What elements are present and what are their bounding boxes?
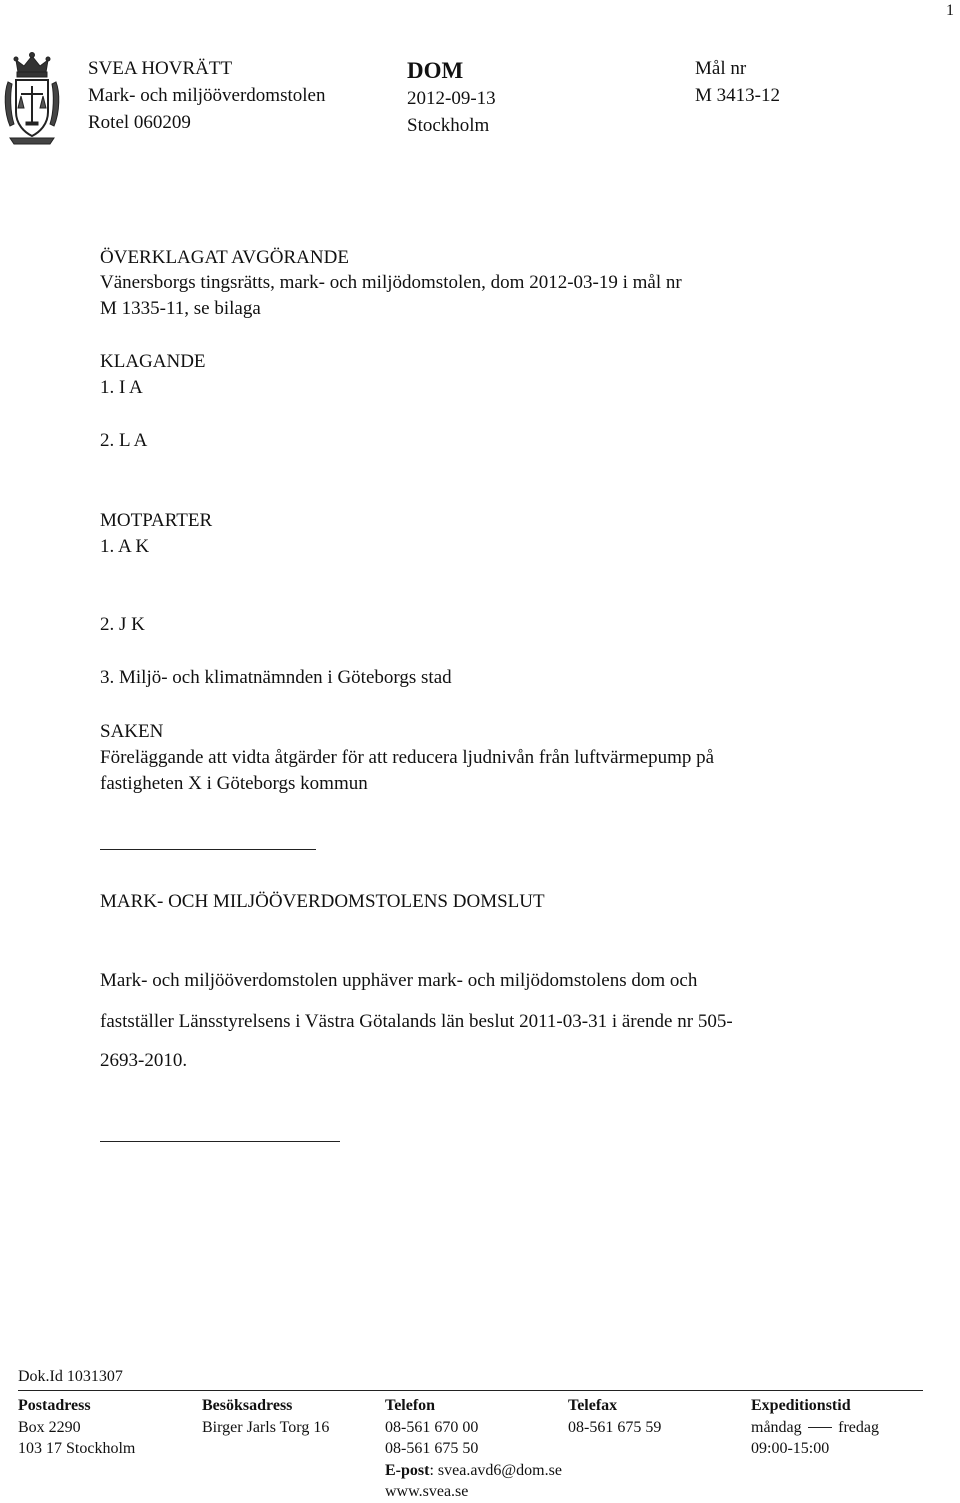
footer-email-value: : svea.avd6@dom.se (429, 1461, 562, 1479)
counterparty-item: 3. Miljö- och klimatnämnden i Göteborgs stad (100, 667, 452, 688)
footer-phone (385, 1395, 562, 1503)
appealed-line: Vänersborgs tingsrätts, mark- och miljödomstolen, dom 2012-03-19 i mål nr (100, 272, 682, 293)
footer-value: 08-561 675 59 (568, 1418, 662, 1436)
footer-heading: Postadress (18, 1397, 91, 1414)
footer-postal-address (18, 1395, 135, 1460)
counterparty-item: 1. A K (100, 536, 150, 557)
footer-heading: Telefon (385, 1397, 436, 1414)
footer-value: Birger Jarls Torg 16 (202, 1418, 330, 1436)
footer-heading: Telefax (568, 1397, 618, 1414)
footer-value: 08-561 670 00 (385, 1418, 479, 1436)
footer-value: 08-561 675 50 (385, 1440, 479, 1457)
footer-days-from: måndag (751, 1418, 802, 1436)
document-type: DOM (407, 58, 464, 83)
ruling-line: Mark- och miljööverdomstolen upphäver mark- och miljödomstolens dom och (100, 970, 698, 991)
footer-email (385, 1460, 562, 1482)
document-place: Stockholm (407, 115, 490, 136)
footer-email-label: E-post (385, 1461, 430, 1479)
ruling-heading: MARK- OCH MILJÖÖVERDOMSTOLENS DOMSLUT (100, 891, 545, 912)
footer-value: 09:00-15:00 (751, 1440, 830, 1457)
appellants-heading: KLAGANDE (100, 351, 206, 372)
matter-line: Föreläggande att vidta åtgärder för att reducera ljudnivån från luftvärmepump på (100, 747, 715, 768)
document-id: Dok.Id 1031307 (18, 1368, 123, 1385)
case-number: M 3413-12 (695, 85, 780, 106)
footer-visiting-address (202, 1395, 329, 1438)
case-number-label: Mål nr (695, 58, 747, 79)
court-name: SVEA HOVRÄTT (88, 58, 233, 79)
footer-value: 103 17 Stockholm (18, 1440, 136, 1457)
footer-days-to: fredag (838, 1418, 879, 1436)
court-division: Mark- och miljööverdomstolen (88, 85, 326, 106)
appellant-item: 1. I A (100, 377, 143, 398)
footer-office-hours (751, 1395, 879, 1460)
counterparties-heading: MOTPARTER (100, 510, 213, 531)
separator-line (100, 849, 316, 850)
coat-of-arms-icon (2, 52, 62, 148)
footer-days (751, 1417, 879, 1439)
page-number: 1 (946, 2, 954, 19)
footer-rule (18, 1390, 923, 1391)
footer-days-dash (808, 1427, 832, 1428)
ruling-line: 2693-2010. (100, 1050, 188, 1071)
appealed-line: M 1335-11, se bilaga (100, 298, 261, 319)
matter-line: fastigheten X i Göteborgs kommun (100, 773, 368, 794)
footer-heading: Expeditionstid (751, 1397, 851, 1414)
separator-line (100, 1141, 340, 1142)
court-rotel: Rotel 060209 (88, 112, 191, 133)
footer-fax (568, 1395, 661, 1438)
footer-website: www.svea.se (385, 1483, 469, 1500)
appealed-heading: ÖVERKLAGAT AVGÖRANDE (100, 247, 349, 268)
counterparty-item: 2. J K (100, 614, 145, 635)
matter-heading: SAKEN (100, 721, 164, 742)
appellant-item: 2. L A (100, 430, 148, 451)
footer-heading: Besöksadress (202, 1397, 293, 1414)
ruling-line: fastställer Länsstyrelsens i Västra Götalands län beslut 2011-03-31 i ärende nr 505- (100, 1011, 733, 1032)
footer-value: Box 2290 (18, 1418, 81, 1436)
document-date: 2012-09-13 (407, 88, 496, 109)
